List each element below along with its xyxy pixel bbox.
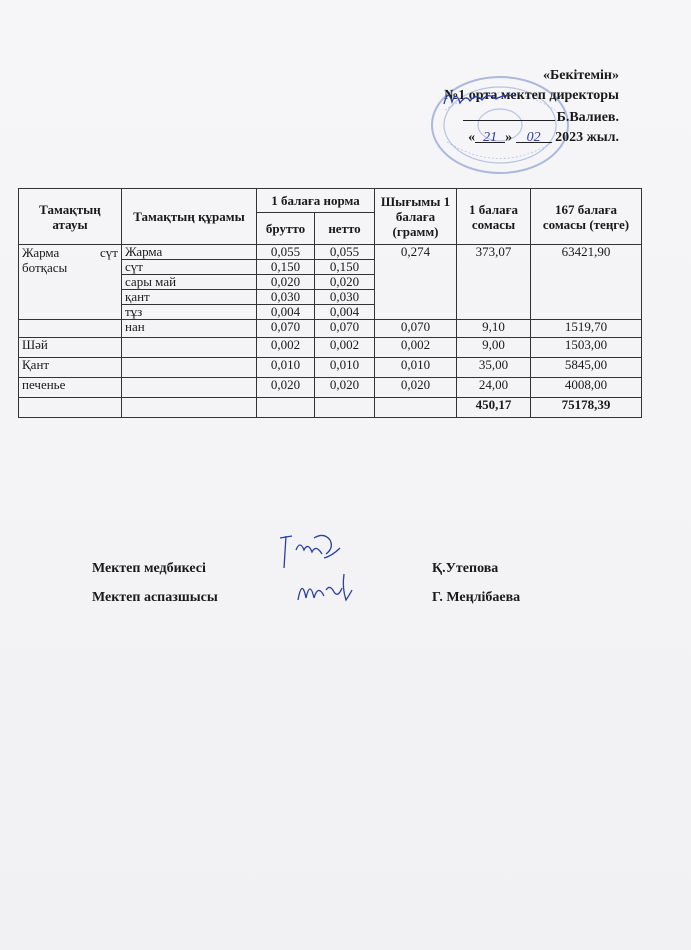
header-norm: 1 балаға норма xyxy=(257,189,375,213)
date-quote-open: « xyxy=(468,130,476,145)
date-month: 02 xyxy=(516,128,552,143)
item-cell xyxy=(122,378,257,398)
header-dish-name: Тамақтың атауы xyxy=(19,189,122,245)
total-cost-total: 75178,39 xyxy=(531,398,642,418)
gross-cell: 0,002 xyxy=(257,338,315,358)
header-gross: брутто xyxy=(257,213,315,245)
net-cell: 0,010 xyxy=(315,358,375,378)
net-cell: 0,020 xyxy=(315,275,375,290)
table-row xyxy=(19,245,642,260)
nurse-role: Мектеп медбикесі xyxy=(92,561,206,576)
cook-signature-icon xyxy=(294,570,354,608)
cost-total-cell: 1503,00 xyxy=(531,338,642,358)
gross-cell: 0,020 xyxy=(257,275,315,290)
approval-block xyxy=(359,66,619,148)
cook-name: Г. Меңлібаева xyxy=(432,590,521,605)
header-net: нетто xyxy=(315,213,375,245)
approval-position: №1 орта мектеп директоры xyxy=(444,88,619,103)
table-row xyxy=(19,338,642,358)
net-cell: 0,070 xyxy=(315,320,375,338)
dish-name-cell xyxy=(19,320,122,338)
gross-cell: 0,150 xyxy=(257,260,315,275)
item-cell xyxy=(122,358,257,378)
nurse-name: Қ.Утепова xyxy=(432,561,499,576)
cost-total-cell: 5845,00 xyxy=(531,358,642,378)
cook-role: Мектеп аспазшысы xyxy=(92,590,218,605)
table-row xyxy=(19,358,642,378)
item-cell xyxy=(122,338,257,358)
date-quote-close: » xyxy=(505,130,513,145)
totals-row xyxy=(19,398,642,418)
approval-signature-line xyxy=(359,106,619,128)
signature-blank xyxy=(463,106,555,121)
table-row xyxy=(19,378,642,398)
dish-name-cell: Қант xyxy=(19,358,122,378)
item-cell: қант xyxy=(122,290,257,305)
item-cell: тұз xyxy=(122,305,257,320)
header-cost-one: 1 балаға сомасы xyxy=(457,189,531,245)
header-cost-total: 167 балаға сомасы (теңге) xyxy=(531,189,642,245)
header-composition: Тамақтың құрамы xyxy=(122,189,257,245)
date-year: 2023 жыл. xyxy=(555,130,619,145)
date-day: 21 xyxy=(475,128,505,143)
output-cell: 0,020 xyxy=(375,378,457,398)
cost-total-cell: 1519,70 xyxy=(531,320,642,338)
empty-cell xyxy=(19,398,122,418)
empty-cell xyxy=(257,398,315,418)
nurse-signature-icon xyxy=(274,528,346,576)
output-cell: 0,010 xyxy=(375,358,457,378)
gross-cell: 0,030 xyxy=(257,290,315,305)
output-cell: 0,070 xyxy=(375,320,457,338)
net-cell: 0,055 xyxy=(315,245,375,260)
header-output: Шығымы 1 балаға (грамм) xyxy=(375,189,457,245)
gross-cell: 0,010 xyxy=(257,358,315,378)
cost-one-cell: 35,00 xyxy=(457,358,531,378)
table-row xyxy=(19,320,642,338)
dish-name-cell: печенье xyxy=(19,378,122,398)
cost-one-cell: 9,00 xyxy=(457,338,531,358)
net-cell: 0,002 xyxy=(315,338,375,358)
output-cell: 0,274 xyxy=(375,245,457,320)
dish-name-cell: Жарма сүт ботқасы xyxy=(19,245,122,320)
gross-cell: 0,070 xyxy=(257,320,315,338)
empty-cell xyxy=(122,398,257,418)
item-cell: нан xyxy=(122,320,257,338)
empty-cell xyxy=(315,398,375,418)
cost-one-cell: 24,00 xyxy=(457,378,531,398)
item-cell: Жарма xyxy=(122,245,257,260)
cost-total-cell: 63421,90 xyxy=(531,245,642,320)
total-cost-one: 450,17 xyxy=(457,398,531,418)
header-row-1 xyxy=(19,189,642,213)
approval-date xyxy=(359,128,619,148)
empty-cell xyxy=(375,398,457,418)
approval-title: «Бекітемін» xyxy=(542,68,619,83)
dish-name-cell: Шәй xyxy=(19,338,122,358)
net-cell: 0,020 xyxy=(315,378,375,398)
net-cell: 0,004 xyxy=(315,305,375,320)
output-cell: 0,002 xyxy=(375,338,457,358)
item-cell: сары май xyxy=(122,275,257,290)
menu-table xyxy=(18,188,642,418)
net-cell: 0,030 xyxy=(315,290,375,305)
gross-cell: 0,004 xyxy=(257,305,315,320)
gross-cell: 0,020 xyxy=(257,378,315,398)
net-cell: 0,150 xyxy=(315,260,375,275)
director-name: Б.Валиев. xyxy=(556,110,619,125)
item-cell: сүт xyxy=(122,260,257,275)
cost-one-cell: 373,07 xyxy=(457,245,531,320)
gross-cell: 0,055 xyxy=(257,245,315,260)
cost-total-cell: 4008,00 xyxy=(531,378,642,398)
cost-one-cell: 9,10 xyxy=(457,320,531,338)
